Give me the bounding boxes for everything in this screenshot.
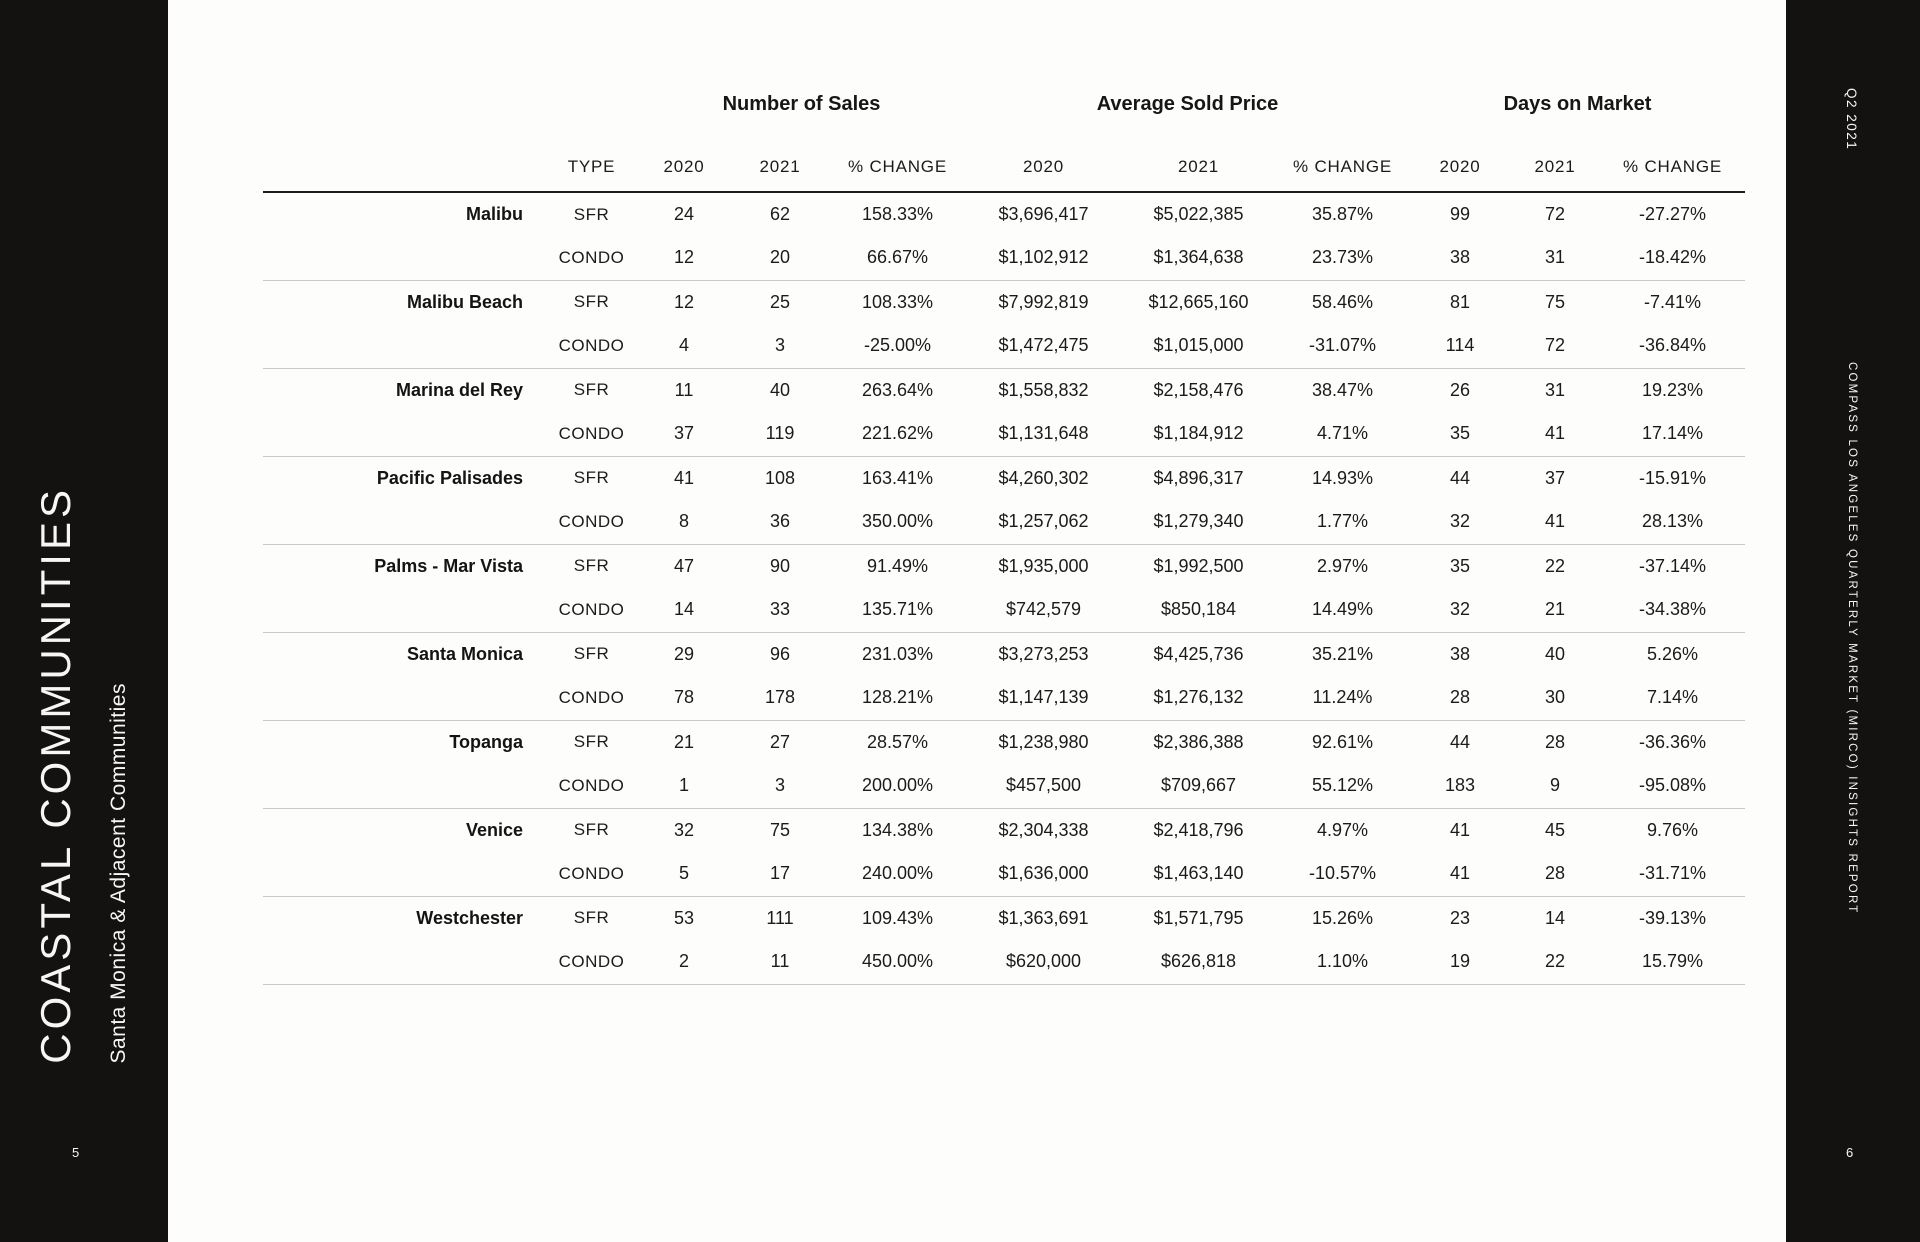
sales-change-cell: 200.00% <box>830 764 965 808</box>
sales-change-cell: 450.00% <box>830 940 965 984</box>
report-title: COMPASS LOS ANGELES QUARTERLY MARKET (MIRCO) INSIGHTS REPORT <box>1846 362 1858 915</box>
price-2020-cell: $3,696,417 <box>998 204 1089 224</box>
table-row <box>263 324 1745 368</box>
sales-2020-cell: 21 <box>673 731 695 752</box>
sales-change-cell: 66.67% <box>830 236 965 280</box>
price-2020-cell: $1,472,475 <box>965 324 1122 368</box>
sales-change-cell: 134.38% <box>861 819 934 840</box>
dom-2021-cell: 9 <box>1510 764 1600 808</box>
sales-change-cell: 128.21% <box>830 676 965 720</box>
sales-2020-cell: 41 <box>673 467 695 488</box>
group-header-number-of-sales: Number of Sales <box>722 92 881 115</box>
dom-change-cell: -27.27% <box>1638 204 1707 224</box>
sales-2020-cell: 29 <box>673 643 695 664</box>
col-header-sales-2020: 2020 <box>638 126 730 192</box>
sales-2020-cell: 78 <box>638 676 730 720</box>
type-cell: SFR <box>573 556 610 576</box>
dom-2021-cell: 28 <box>1545 731 1566 752</box>
sales-2020-cell: 12 <box>638 236 730 280</box>
community-name <box>263 940 545 984</box>
type-cell: SFR <box>573 204 610 224</box>
dom-2021-cell: 72 <box>1545 204 1566 224</box>
type-cell: CONDO <box>545 236 638 280</box>
dom-2021-cell: 75 <box>1545 291 1566 312</box>
price-change-cell: 11.24% <box>1275 676 1410 720</box>
price-2021-cell: $4,425,736 <box>1153 643 1244 664</box>
sales-change-cell: 91.49% <box>866 555 929 576</box>
price-2020-cell: $2,304,338 <box>998 819 1089 840</box>
right-sidebar <box>1786 0 1920 1242</box>
sales-2021-cell: 96 <box>769 643 791 664</box>
price-change-cell: -31.07% <box>1275 324 1410 368</box>
type-cell: SFR <box>573 468 610 488</box>
community-name: Malibu <box>466 204 523 224</box>
community-name: Topanga <box>449 731 523 752</box>
price-2020-cell: $1,558,832 <box>998 379 1089 400</box>
sales-2021-cell: 25 <box>769 291 791 312</box>
dom-2021-cell: 31 <box>1545 379 1566 400</box>
dom-change-cell: 19.23% <box>1641 379 1704 400</box>
dom-2020-cell: 19 <box>1410 940 1510 984</box>
col-header-community <box>263 126 545 192</box>
dom-change-cell: -34.38% <box>1600 588 1745 632</box>
col-header-price-2021: 2021 <box>1122 126 1275 192</box>
group-header-days-on-market: Days on Market <box>1503 92 1652 115</box>
community-name: Westchester <box>416 907 523 928</box>
price-change-cell: 14.49% <box>1275 588 1410 632</box>
dom-2021-cell: 31 <box>1510 236 1600 280</box>
sales-2020-cell: 14 <box>638 588 730 632</box>
sales-change-cell: 28.57% <box>866 731 929 752</box>
price-2021-cell: $626,818 <box>1122 940 1275 984</box>
table-row <box>263 852 1745 896</box>
dom-2021-cell: 14 <box>1545 907 1566 928</box>
price-2021-cell: $1,463,140 <box>1122 852 1275 896</box>
sales-2020-cell: 32 <box>673 819 695 840</box>
price-2021-cell: $4,896,317 <box>1153 467 1244 488</box>
price-2020-cell: $1,363,691 <box>998 907 1089 928</box>
price-change-cell: 15.26% <box>1311 907 1374 928</box>
sales-2020-cell: 4 <box>638 324 730 368</box>
sales-2021-cell: 20 <box>730 236 830 280</box>
table-row <box>263 808 1745 852</box>
price-change-cell: 35.21% <box>1311 643 1374 664</box>
price-2021-cell: $1,364,638 <box>1122 236 1275 280</box>
sales-2020-cell: 53 <box>673 907 695 928</box>
type-cell: SFR <box>573 820 610 840</box>
dom-change-cell: -31.71% <box>1600 852 1745 896</box>
sales-2020-cell: 12 <box>673 291 695 312</box>
sales-2020-cell: 24 <box>673 204 695 224</box>
dom-change-cell: -36.36% <box>1638 731 1707 752</box>
price-2021-cell: $5,022,385 <box>1153 204 1244 224</box>
sales-change-cell: 109.43% <box>861 907 934 928</box>
community-name: Malibu Beach <box>406 291 523 312</box>
price-2021-cell: $850,184 <box>1122 588 1275 632</box>
price-2020-cell: $7,992,819 <box>998 291 1089 312</box>
sales-2021-cell: 36 <box>730 500 830 544</box>
sales-2021-cell: 62 <box>769 204 791 224</box>
sales-2021-cell: 90 <box>769 555 791 576</box>
price-2020-cell: $1,131,648 <box>965 412 1122 456</box>
dom-change-cell: 9.76% <box>1646 819 1699 840</box>
dom-2020-cell: 38 <box>1410 236 1510 280</box>
sales-2021-cell: 33 <box>730 588 830 632</box>
dom-2021-cell: 40 <box>1545 643 1566 664</box>
community-name <box>263 236 545 280</box>
table-row <box>263 764 1745 808</box>
community-name: Marina del Rey <box>395 379 523 400</box>
sales-2021-cell: 111 <box>766 907 794 928</box>
sales-2020-cell: 8 <box>638 500 730 544</box>
price-2021-cell: $1,276,132 <box>1122 676 1275 720</box>
col-header-dom-change: % CHANGE <box>1600 126 1745 192</box>
edition-label: Q2 2021 <box>1844 88 1859 151</box>
table-row <box>263 456 1745 500</box>
dom-2020-cell: 35 <box>1450 555 1471 576</box>
price-2021-cell: $2,418,796 <box>1153 819 1244 840</box>
dom-2021-cell: 22 <box>1545 555 1566 576</box>
dom-2021-cell: 30 <box>1510 676 1600 720</box>
dom-change-cell: -95.08% <box>1600 764 1745 808</box>
group-header-spacer <box>263 82 638 126</box>
price-2021-cell: $1,279,340 <box>1122 500 1275 544</box>
price-2021-cell: $709,667 <box>1122 764 1275 808</box>
dom-change-cell: -18.42% <box>1600 236 1745 280</box>
community-name: Palms - Mar Vista <box>374 555 523 576</box>
group-header-average-sold-price: Average Sold Price <box>1096 92 1279 115</box>
price-change-cell: 4.71% <box>1275 412 1410 456</box>
page-number-right: 6 <box>1846 1145 1854 1160</box>
price-2020-cell: $1,636,000 <box>965 852 1122 896</box>
community-name <box>263 500 545 544</box>
price-change-cell: 14.93% <box>1311 467 1374 488</box>
col-header-type: TYPE <box>545 126 638 192</box>
community-name <box>263 412 545 456</box>
sales-change-cell: 221.62% <box>830 412 965 456</box>
sales-2021-cell: 3 <box>730 324 830 368</box>
sales-change-cell: 350.00% <box>830 500 965 544</box>
dom-change-cell: 7.14% <box>1600 676 1745 720</box>
group-header-row <box>263 82 1745 126</box>
dom-2020-cell: 23 <box>1450 907 1471 928</box>
dom-2021-cell: 21 <box>1510 588 1600 632</box>
dom-2020-cell: 44 <box>1450 731 1471 752</box>
price-change-cell: 23.73% <box>1275 236 1410 280</box>
sales-2020-cell: 47 <box>673 555 695 576</box>
sales-2020-cell: 5 <box>638 852 730 896</box>
col-header-price-2020: 2020 <box>965 126 1122 192</box>
price-2020-cell: $1,102,912 <box>965 236 1122 280</box>
sales-change-cell: 163.41% <box>861 467 934 488</box>
col-header-sales-2021: 2021 <box>730 126 830 192</box>
sales-change-cell: 231.03% <box>861 643 934 664</box>
table-row <box>263 192 1745 236</box>
sales-2021-cell: 40 <box>769 379 791 400</box>
dom-2020-cell: 41 <box>1450 819 1471 840</box>
type-cell: CONDO <box>545 324 638 368</box>
community-name: Santa Monica <box>406 643 523 664</box>
dom-change-cell: 28.13% <box>1600 500 1745 544</box>
community-name <box>263 676 545 720</box>
type-cell: SFR <box>573 644 610 664</box>
dom-2020-cell: 32 <box>1410 588 1510 632</box>
col-header-sales-change: % CHANGE <box>830 126 965 192</box>
sales-2021-cell: 108 <box>764 467 796 488</box>
price-2021-cell: $2,386,388 <box>1153 731 1244 752</box>
type-cell: SFR <box>573 732 610 752</box>
price-change-cell: 1.10% <box>1275 940 1410 984</box>
dom-2020-cell: 35 <box>1410 412 1510 456</box>
price-2021-cell: $1,571,795 <box>1153 907 1244 928</box>
community-name: Venice <box>465 819 523 840</box>
table-row <box>263 676 1745 720</box>
community-name: Pacific Palisades <box>376 467 523 488</box>
dom-2020-cell: 81 <box>1450 291 1471 312</box>
type-cell: SFR <box>573 908 610 928</box>
col-header-dom-2021: 2021 <box>1510 126 1600 192</box>
dom-2021-cell: 37 <box>1545 467 1566 488</box>
dom-change-cell: -7.41% <box>1643 291 1702 312</box>
price-2020-cell: $1,147,139 <box>965 676 1122 720</box>
sales-2020-cell: 37 <box>638 412 730 456</box>
market-stats-table <box>263 82 1745 985</box>
dom-2020-cell: 183 <box>1410 764 1510 808</box>
dom-change-cell: -36.84% <box>1600 324 1745 368</box>
price-2021-cell: $2,158,476 <box>1153 379 1244 400</box>
type-cell: CONDO <box>545 588 638 632</box>
table-row <box>263 280 1745 324</box>
price-2021-cell: $1,992,500 <box>1153 555 1244 576</box>
table-row <box>263 412 1745 456</box>
type-cell: CONDO <box>545 500 638 544</box>
sales-2021-cell: 11 <box>730 940 830 984</box>
dom-2020-cell: 44 <box>1450 467 1471 488</box>
price-change-cell: -10.57% <box>1275 852 1410 896</box>
sales-change-cell: 263.64% <box>861 379 934 400</box>
table-row <box>263 368 1745 412</box>
price-2020-cell: $742,579 <box>965 588 1122 632</box>
type-cell: SFR <box>573 292 610 312</box>
dom-2020-cell: 28 <box>1410 676 1510 720</box>
sales-change-cell: 240.00% <box>830 852 965 896</box>
type-cell: SFR <box>573 380 610 400</box>
table-row <box>263 588 1745 632</box>
table-row <box>263 720 1745 764</box>
dom-2021-cell: 45 <box>1545 819 1566 840</box>
price-2020-cell: $3,273,253 <box>998 643 1089 664</box>
price-change-cell: 92.61% <box>1311 731 1374 752</box>
price-2020-cell: $4,260,302 <box>998 467 1089 488</box>
table-row <box>263 236 1745 280</box>
dom-2020-cell: 114 <box>1410 324 1510 368</box>
dom-change-cell: 17.14% <box>1600 412 1745 456</box>
type-cell: CONDO <box>545 764 638 808</box>
sales-change-cell: 108.33% <box>861 291 934 312</box>
price-2020-cell: $620,000 <box>965 940 1122 984</box>
dom-2021-cell: 41 <box>1510 412 1600 456</box>
price-change-cell: 2.97% <box>1316 555 1369 576</box>
page-subtitle: Santa Monica & Adjacent Communities <box>107 683 130 1064</box>
type-cell: CONDO <box>545 412 638 456</box>
dom-change-cell: -15.91% <box>1638 467 1707 488</box>
dom-2020-cell: 41 <box>1410 852 1510 896</box>
dom-2021-cell: 72 <box>1510 324 1600 368</box>
price-change-cell: 38.47% <box>1311 379 1374 400</box>
price-change-cell: 55.12% <box>1275 764 1410 808</box>
price-2021-cell: $12,665,160 <box>1148 291 1249 312</box>
dom-2020-cell: 38 <box>1450 643 1471 664</box>
table-row <box>263 940 1745 984</box>
col-header-dom-2020: 2020 <box>1410 126 1510 192</box>
dom-change-cell: -39.13% <box>1638 907 1707 928</box>
table-row <box>263 632 1745 676</box>
sales-2020-cell: 2 <box>638 940 730 984</box>
page-title: COASTAL COMMUNITIES <box>32 486 79 1064</box>
sales-2021-cell: 17 <box>730 852 830 896</box>
price-2020-cell: $1,257,062 <box>965 500 1122 544</box>
type-cell: CONDO <box>545 676 638 720</box>
type-cell: CONDO <box>545 852 638 896</box>
dom-2021-cell: 41 <box>1510 500 1600 544</box>
sales-2021-cell: 178 <box>730 676 830 720</box>
dom-2021-cell: 28 <box>1510 852 1600 896</box>
sales-2020-cell: 11 <box>674 379 694 400</box>
price-2021-cell: $1,184,912 <box>1122 412 1275 456</box>
table-body <box>263 192 1745 984</box>
dom-2020-cell: 99 <box>1450 204 1471 224</box>
dom-2020-cell: 32 <box>1410 500 1510 544</box>
community-name <box>263 764 545 808</box>
sales-change-cell: -25.00% <box>830 324 965 368</box>
dom-change-cell: 5.26% <box>1646 643 1699 664</box>
community-name <box>263 852 545 896</box>
column-header-row <box>263 126 1745 192</box>
dom-2021-cell: 22 <box>1510 940 1600 984</box>
price-2020-cell: $457,500 <box>965 764 1122 808</box>
sales-2021-cell: 119 <box>730 412 830 456</box>
price-change-cell: 58.46% <box>1311 291 1374 312</box>
type-cell: CONDO <box>545 940 638 984</box>
dom-change-cell: 15.79% <box>1600 940 1745 984</box>
price-change-cell: 35.87% <box>1311 204 1374 224</box>
dom-change-cell: -37.14% <box>1638 555 1707 576</box>
sales-2020-cell: 1 <box>638 764 730 808</box>
left-sidebar <box>0 0 168 1242</box>
community-name <box>263 324 545 368</box>
price-2020-cell: $1,238,980 <box>998 731 1089 752</box>
page-number-left: 5 <box>72 1145 80 1160</box>
sales-2021-cell: 3 <box>730 764 830 808</box>
table-row <box>263 896 1745 940</box>
sales-change-cell: 158.33% <box>861 204 934 224</box>
main-content <box>168 0 1786 1242</box>
price-2021-cell: $1,015,000 <box>1122 324 1275 368</box>
sales-2021-cell: 75 <box>769 819 791 840</box>
community-name <box>263 588 545 632</box>
table-row <box>263 544 1745 588</box>
sales-change-cell: 135.71% <box>830 588 965 632</box>
dom-2020-cell: 26 <box>1450 379 1471 400</box>
table-row <box>263 500 1745 544</box>
col-header-price-change: % CHANGE <box>1275 126 1410 192</box>
price-change-cell: 1.77% <box>1275 500 1410 544</box>
price-change-cell: 4.97% <box>1316 819 1369 840</box>
price-2020-cell: $1,935,000 <box>998 555 1089 576</box>
sales-2021-cell: 27 <box>769 731 791 752</box>
